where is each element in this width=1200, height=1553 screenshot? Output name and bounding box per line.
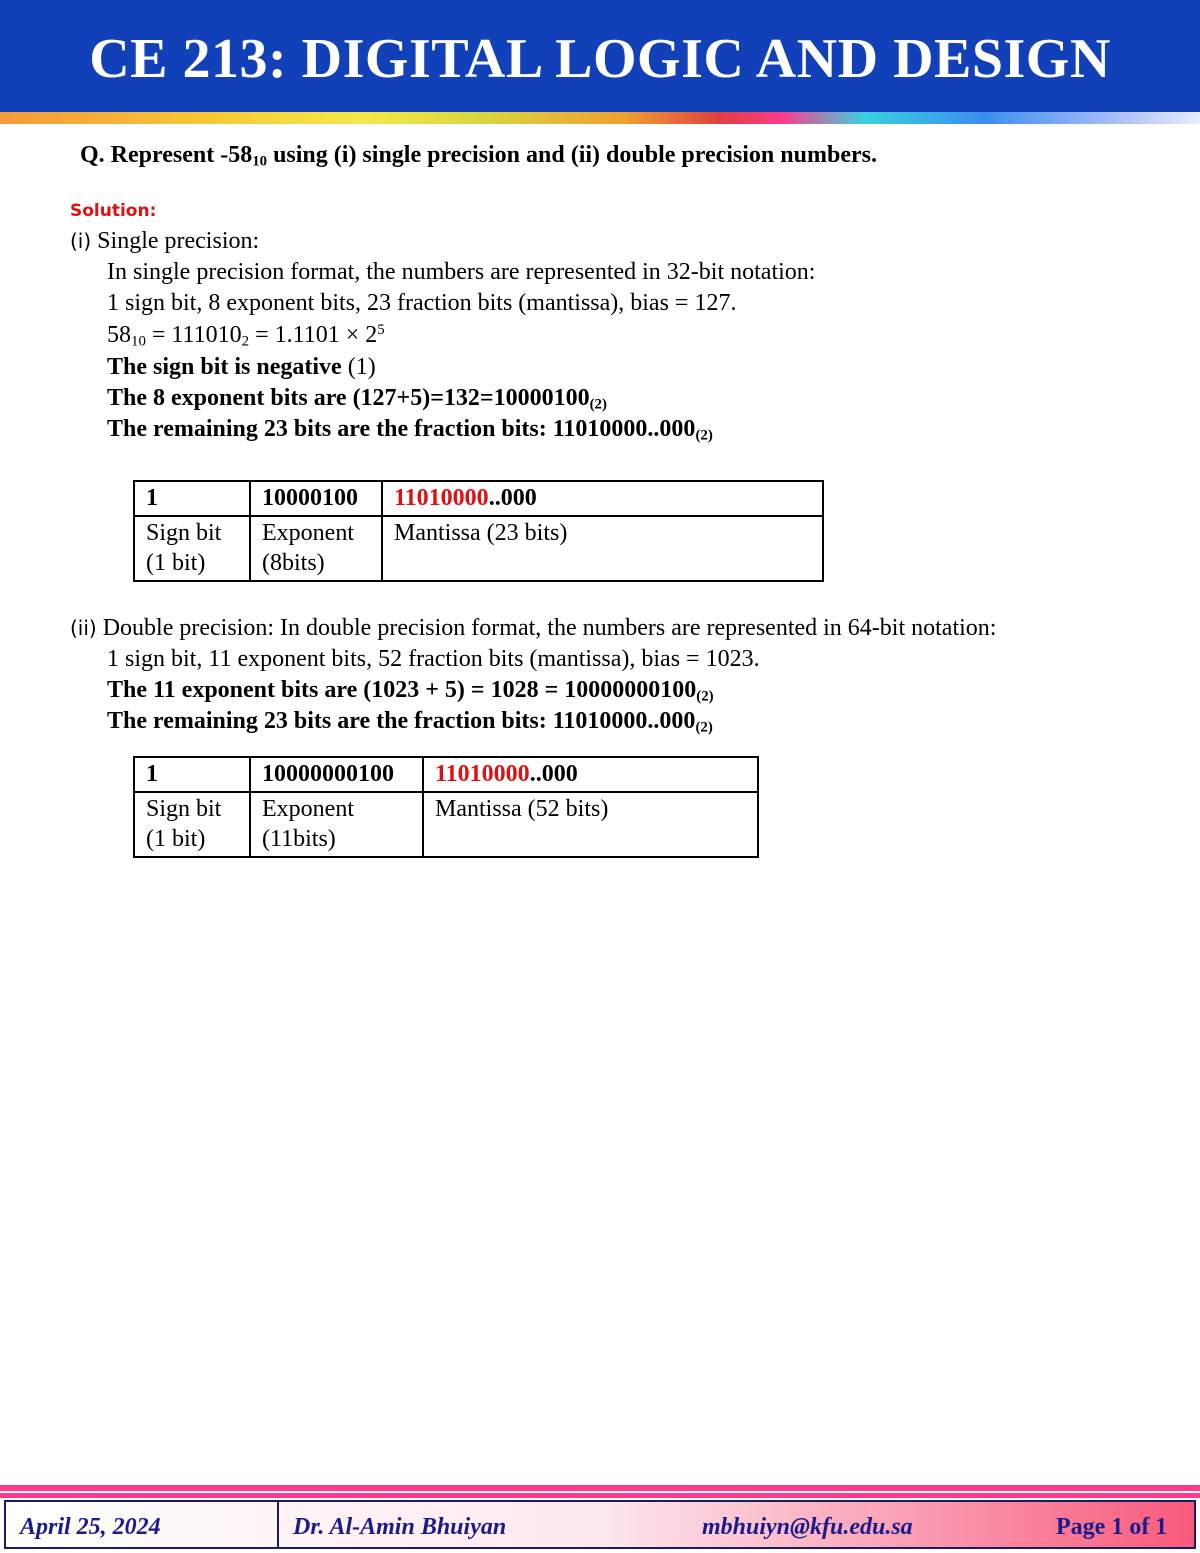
conv-b: = 111010 bbox=[145, 322, 242, 348]
table-row bbox=[134, 481, 823, 516]
question-prefix: Q. Represent -58 bbox=[80, 142, 253, 168]
page-title: CE 213: DIGITAL LOGIC AND DESIGN bbox=[89, 28, 1111, 90]
single-conversion bbox=[107, 322, 385, 349]
single-marker: (i) bbox=[70, 229, 92, 253]
sign-label-1: Sign bit bbox=[146, 796, 222, 822]
exp-label-1: Exponent bbox=[262, 520, 354, 546]
double-frac-sub: (2) bbox=[695, 719, 713, 736]
footer-date: April 25, 2024 bbox=[20, 1514, 161, 1540]
double-line1 bbox=[70, 615, 996, 642]
mantissa-red: 11010000 bbox=[435, 761, 530, 787]
single-frac-sub: (2) bbox=[695, 427, 713, 444]
double-exp-text: The 11 exponent bits are (1023 + 5) = 1028 = 10000000100 bbox=[107, 677, 697, 703]
conv-a-sub: 10 bbox=[131, 333, 146, 350]
single-sign-line bbox=[107, 354, 376, 381]
double-precision-table bbox=[133, 756, 759, 858]
sign-bit-label bbox=[134, 792, 250, 857]
table-row bbox=[134, 792, 758, 857]
footer-author: Dr. Al-Amin Bhuiyan bbox=[293, 1514, 507, 1540]
double-line1-text: Double precision: In double precision format, the numbers are represented in 64-bit notation: bbox=[102, 615, 997, 641]
table-row bbox=[134, 516, 823, 581]
mantissa-rest: ..000 bbox=[488, 485, 537, 511]
footer-divider-bottom bbox=[0, 1493, 1200, 1498]
sign-label-2: (1 bit) bbox=[146, 550, 206, 576]
sign-bit-value: 1 bbox=[134, 757, 250, 792]
mantissa-rest: ..000 bbox=[529, 761, 578, 787]
single-frac-line bbox=[107, 416, 713, 443]
header-rainbow-divider bbox=[0, 112, 1200, 124]
double-line2: 1 sign bit, 11 exponent bits, 52 fraction bits (mantissa), bias = 1023. bbox=[107, 646, 760, 672]
question-suffix: using (i) single precision and (ii) double precision numbers. bbox=[267, 142, 877, 168]
single-frac-text: The remaining 23 bits are the fraction bits: 11010000..000 bbox=[107, 416, 696, 442]
exponent-label bbox=[250, 516, 382, 581]
single-line1: In single precision format, the numbers are represented in 32-bit notation: bbox=[107, 259, 816, 285]
double-exp-line bbox=[107, 677, 714, 704]
question bbox=[80, 142, 877, 169]
footer-email: mbhuiyn@kfu.edu.sa bbox=[702, 1514, 913, 1540]
exponent-value: 10000000100 bbox=[250, 757, 423, 792]
footer-divider bbox=[277, 1502, 279, 1547]
conv-b-sub: 2 bbox=[241, 333, 250, 350]
footer-page-number: Page 1 of 1 bbox=[1056, 1514, 1168, 1540]
sign-text: The sign bit is negative bbox=[107, 354, 342, 380]
single-heading-line bbox=[70, 228, 259, 255]
double-marker: (ii) bbox=[70, 616, 97, 640]
sign-value: (1) bbox=[341, 354, 376, 380]
exp-label-2: (11bits) bbox=[262, 826, 336, 852]
single-line2: 1 sign bit, 8 exponent bits, 23 fraction bits (mantissa), bias = 127. bbox=[107, 290, 737, 316]
mantissa-value bbox=[423, 757, 758, 792]
question-subscript: 10 bbox=[252, 153, 268, 170]
exp-label-1: Exponent bbox=[262, 796, 354, 822]
conv-c-sup: 5 bbox=[377, 321, 385, 338]
double-frac-text: The remaining 23 bits are the fraction bits: 11010000..000 bbox=[107, 708, 696, 734]
mantissa-label: Mantissa (52 bits) bbox=[423, 792, 758, 857]
sign-label-1: Sign bit bbox=[146, 520, 222, 546]
exponent-label bbox=[250, 792, 423, 857]
exponent-value: 10000100 bbox=[250, 481, 382, 516]
mantissa-label: Mantissa (23 bits) bbox=[382, 516, 823, 581]
mantissa-red: 11010000 bbox=[394, 485, 489, 511]
mantissa-value bbox=[382, 481, 823, 516]
sign-label-2: (1 bit) bbox=[146, 826, 206, 852]
exp-label-2: (8bits) bbox=[262, 550, 325, 576]
double-frac-line bbox=[107, 708, 713, 735]
sign-bit-label bbox=[134, 516, 250, 581]
single-heading: Single precision: bbox=[97, 228, 260, 254]
conv-c: = 1.1101 × 2 bbox=[249, 322, 378, 348]
solution-label: Solution: bbox=[70, 201, 157, 221]
single-exp-text: The 8 exponent bits are (127+5)=132=10000100 bbox=[107, 385, 590, 411]
single-exp-line bbox=[107, 385, 607, 412]
table-row bbox=[134, 757, 758, 792]
double-exp-sub: (2) bbox=[696, 688, 714, 705]
conv-a: 58 bbox=[107, 322, 131, 348]
single-exp-sub: (2) bbox=[589, 396, 607, 413]
footer-divider-top bbox=[0, 1485, 1200, 1491]
footer bbox=[4, 1500, 1196, 1549]
sign-bit-value: 1 bbox=[134, 481, 250, 516]
single-precision-table bbox=[133, 480, 824, 582]
